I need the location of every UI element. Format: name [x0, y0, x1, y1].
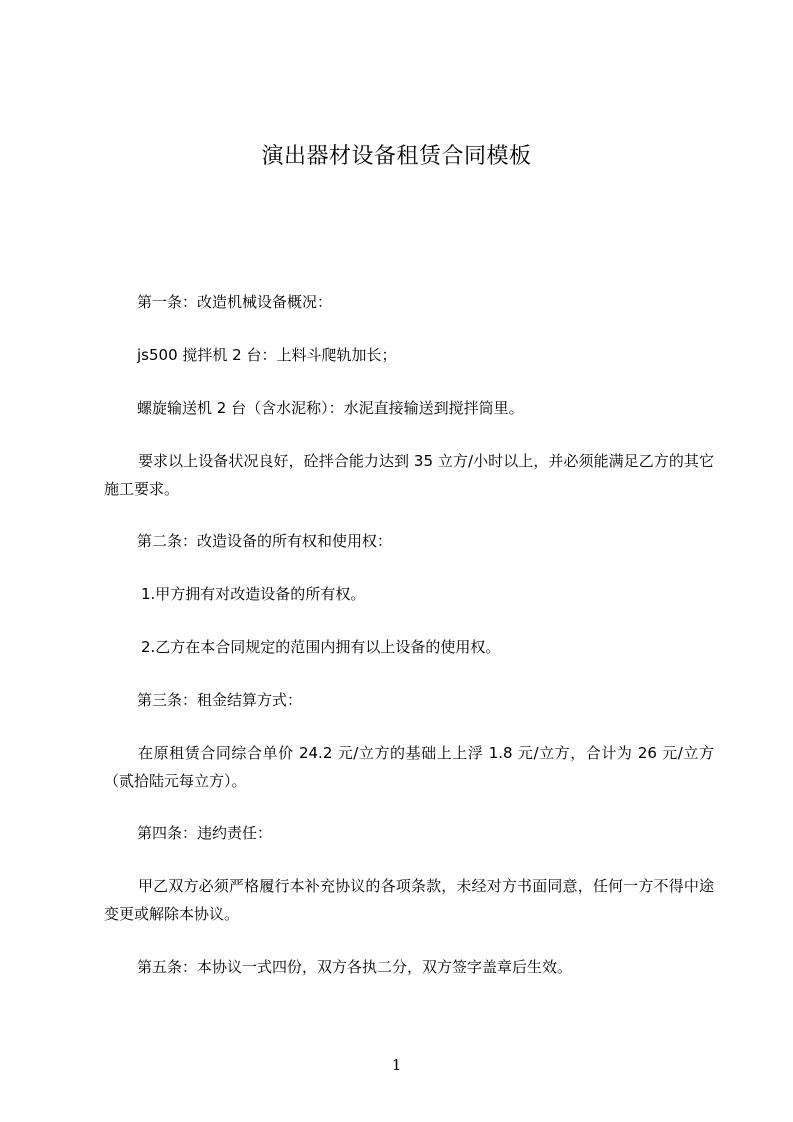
paragraph-requirements: 要求以上设备状况良好，砼拌合能力达到 35 立方/小时以上，并必须能满足乙方的其它施工要求。 — [104, 452, 714, 498]
paragraph-usage-right: 2.乙方在本合同规定的范围内拥有以上设备的使用权。 — [141, 638, 501, 656]
article-4-heading: 第四条：违约责任： — [137, 824, 273, 842]
paragraph-mixer-spec: js500 搅拌机 2 台：上料斗爬轨加长； — [137, 346, 397, 364]
paragraph-breach-liability: 甲乙双方必须严格履行本补充协议的各项条款，未经对方书面同意，任何一方不得中途变更或解除本协议。 — [104, 877, 714, 923]
document-title: 演出器材设备租赁合同模板 — [261, 144, 532, 169]
article-3-heading: 第三条：租金结算方式： — [137, 691, 303, 709]
page-number: 1 — [391, 1056, 402, 1074]
paragraph-rent-pricing: 在原租赁合同综合单价 24.2 元/立方的基础上上浮 1.8 元/立方，合计为 26 元/立方（贰拾陆元每立方）。 — [104, 744, 714, 790]
paragraph-conveyor-spec: 螺旋输送机 2 台（含水泥称）：水泥直接输送到搅拌筒里。 — [137, 399, 524, 417]
article-5-heading: 第五条：本协议一式四份，双方各执二分，双方签字盖章后生效。 — [137, 958, 573, 976]
article-2-heading: 第二条：改造设备的所有权和使用权： — [137, 532, 393, 550]
paragraph-ownership: 1.甲方拥有对改造设备的所有权。 — [141, 585, 366, 603]
article-1-heading: 第一条：改造机械设备概况： — [137, 293, 333, 311]
